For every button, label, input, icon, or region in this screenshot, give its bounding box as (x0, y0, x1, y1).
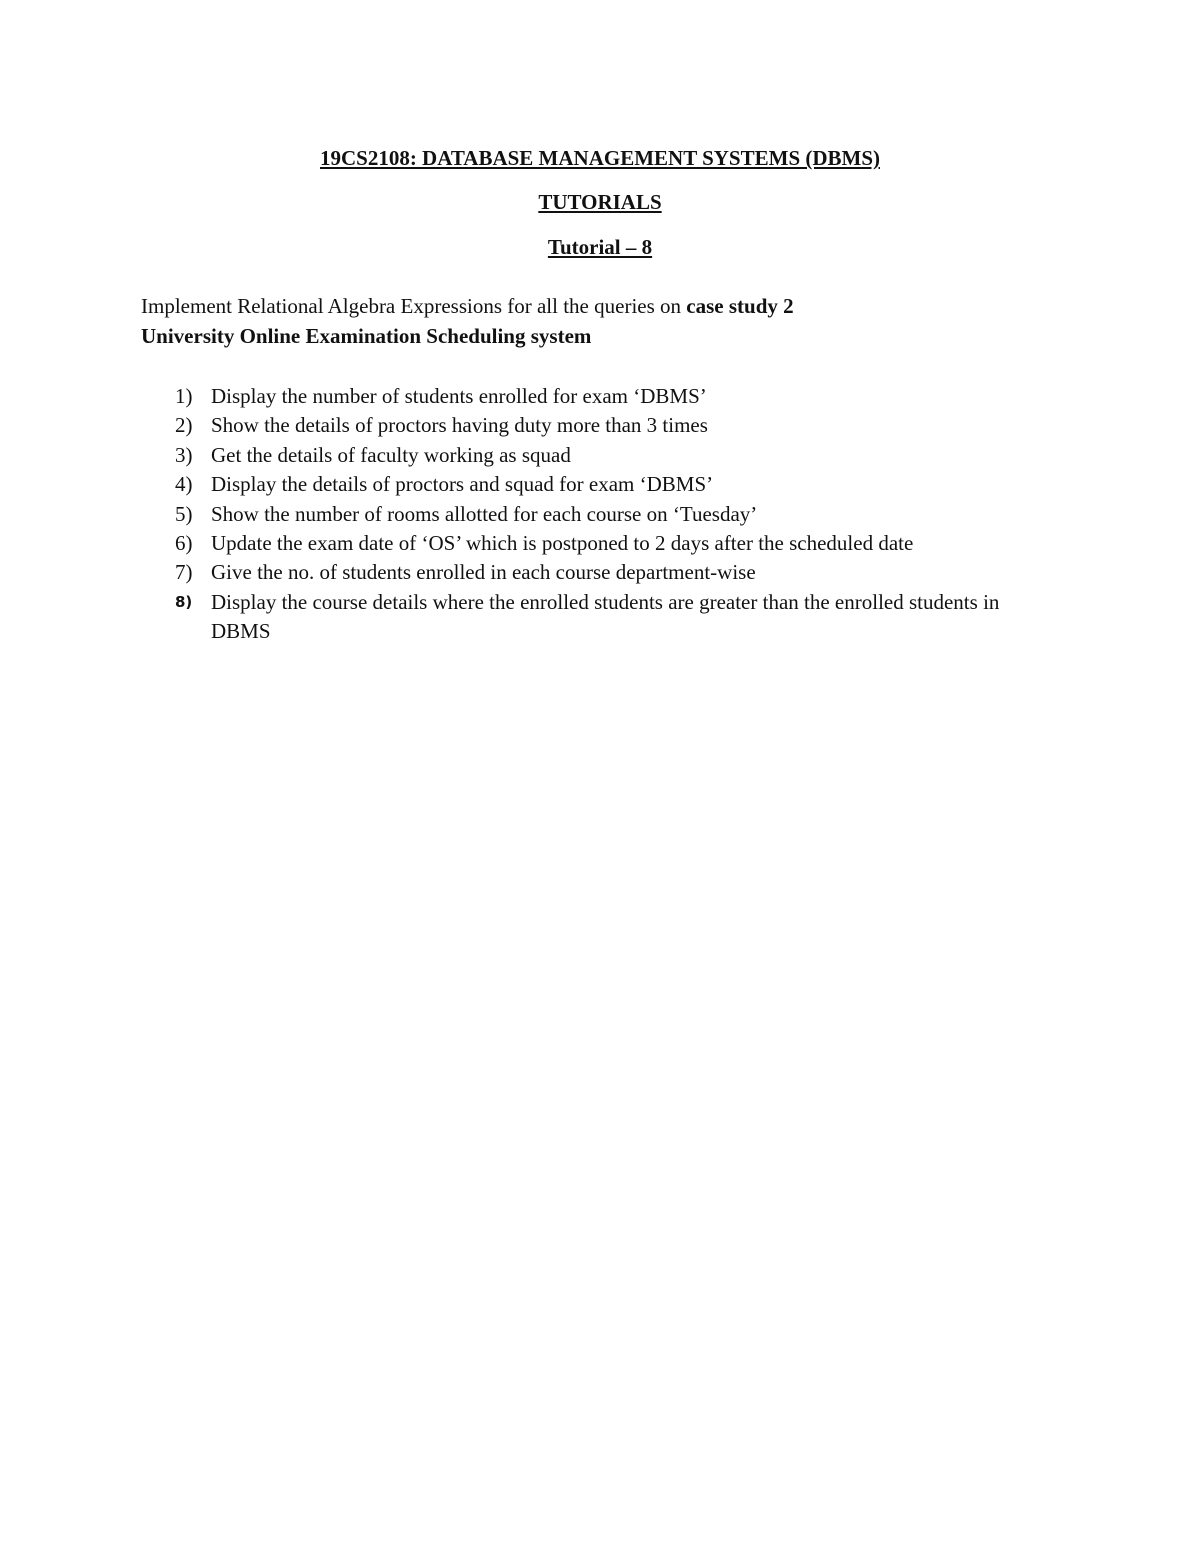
question-text: Get the details of faculty working as squad (211, 442, 571, 467)
question-text: Show the number of rooms allotted for each course on ‘Tuesday’ (211, 501, 758, 526)
question-number: 4) (175, 472, 193, 497)
question-number: 2) (175, 413, 193, 438)
question-number: 7) (175, 560, 193, 585)
list-item (141, 558, 1041, 587)
question-text: Display the details of proctors and squad for exam ‘DBMS’ (211, 472, 714, 497)
question-number: 8) (175, 592, 193, 611)
list-item (141, 529, 1041, 558)
intro-paragraph (141, 294, 1121, 318)
intro-text: Implement Relational Algebra Expressions for all the queries on (141, 294, 687, 318)
question-text: Update the exam date of ‘OS’ which is postponed to 2 days after the scheduled date (211, 531, 914, 556)
question-number: 5) (175, 501, 193, 526)
question-number: 1) (175, 384, 193, 408)
tutorial-title: Tutorial – 8 (547, 235, 653, 259)
list-item (141, 500, 1041, 529)
question-text: Show the details of proctors having duty more than 3 times (211, 413, 708, 438)
course-title: 19CS2108: DATABASE MANAGEMENT SYSTEMS (DBMS) (319, 146, 881, 170)
question-text: Give the no. of students enrolled in each course department-wise (211, 560, 756, 585)
case-study-label: case study 2 (686, 294, 794, 318)
question-text: Display the course details where the enrolled students are greater than the enrolled students in DBMS (211, 589, 1000, 644)
question-number: 3) (175, 442, 193, 467)
section-title: TUTORIALS (538, 190, 662, 214)
question-list (141, 382, 1041, 647)
list-item (141, 470, 1041, 499)
list-item (141, 441, 1041, 470)
list-item (141, 411, 1041, 440)
question-number: 6) (175, 531, 193, 556)
list-item (141, 382, 1041, 411)
system-title: University Online Examination Scheduling system (141, 324, 592, 348)
list-item (141, 588, 1041, 647)
question-text: Display the number of students enrolled for exam ‘DBMS’ (211, 384, 707, 408)
